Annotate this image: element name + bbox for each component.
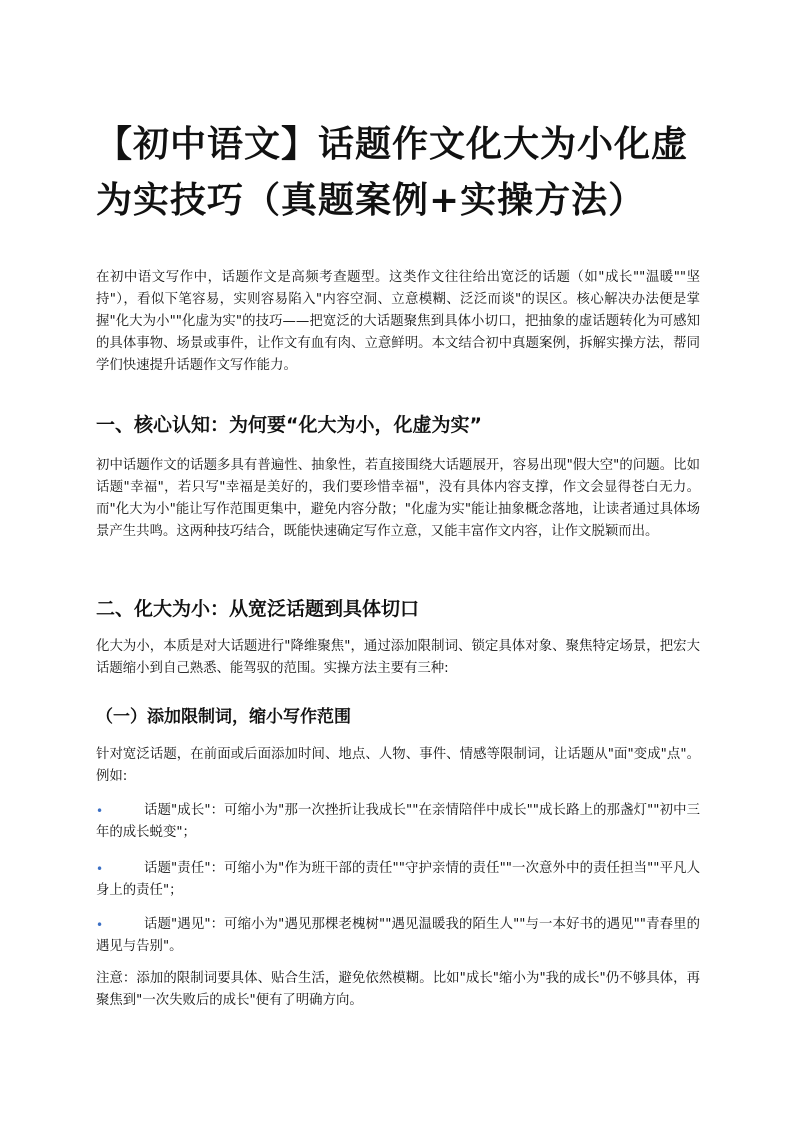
bullet-icon: • [96,918,104,932]
section1-paragraph: 初中话题作文的话题多具有普遍性、抽象性，若直接围绕大话题展开，容易出现"假大空"的问题。比如话题"幸福"，若只写"幸福是美好的，我们要珍惜幸福"，没有具体内容支撑，作文会显得苍白无力。而"化大为小"能让写作范围更集中，避免内容分散；"化虚为实"能让抽象概念落地，让读者通过具体场景产生共鸣。这两种技巧结合，既能快速确定写作立意，又能丰富作文内容，让作文脱颖而出。 [96,458,700,539]
bullet-icon: • [96,862,104,876]
list-item-text: 话题"遇见"：可缩小为"遇见那棵老槐树""遇见温暖我的陌生人""与一本好书的遇见""青春里的遇见与告别"。 [96,917,700,954]
subsection1-heading: （一）添加限制词，缩小写作范围 [96,707,351,727]
bullet-icon: • [96,804,104,818]
note-paragraph: 注意：添加的限制词要具体、贴合生活，避免依然模糊。比如"成长"缩小为"我的成长"仍不够具体，再聚焦到"一次失败后的成长"便有了明确方向。 [96,971,700,1008]
subsection1-paragraph: 针对宽泛话题，在前面或后面添加时间、地点、人物、事件、情感等限制词，让话题从"面"变成"点"。例如: [96,747,700,784]
list-item [96,914,700,958]
intro-paragraph: 在初中语文写作中，话题作文是高频考查题型。这类作文往往给出宽泛的话题（如"成长""温暖""坚持"），看似下笔容易，实则容易陷入"内容空洞、立意模糊、泛泛而谈"的误区。核心解决办法便是掌握"化大为小""化虚为实"的技巧——把宽泛的大话题聚焦到具体小切口，把抽象的虚话题转化为可感知的具体事物、场景或事件，让作文有血有肉、立意鲜明。本文结合初中真题案例，拆解实操方法，帮同学们快速提升话题作文写作能力。 [96,270,700,373]
list-item-text: 话题"成长"：可缩小为"那一次挫折让我成长""在亲情陪伴中成长""成长路上的那盏灯""初中三年的成长蜕变"； [96,803,700,840]
section1-heading: 一、核心认知：为何要“化大为小，化虚为实” [96,414,482,436]
list-item-text: 话题"责任"：可缩小为"作为班干部的责任""守护亲情的责任""一次意外中的责任担当""平凡人身上的责任"； [96,861,700,898]
page-title: 【初中语文】话题作文化大为小化虚为实技巧（真题案例+实操方法） [96,124,689,221]
section2-paragraph: 化大为小，本质是对大话题进行"降维聚焦"，通过添加限制词、锁定具体对象、聚焦特定场景，把宏大话题缩小到自己熟悉、能驾驭的范围。实操方法主要有三种: [96,639,700,676]
list-item [96,858,700,902]
section2-heading: 二、化大为小：从宽泛话题到具体切口 [96,598,420,620]
list-item [96,800,700,844]
